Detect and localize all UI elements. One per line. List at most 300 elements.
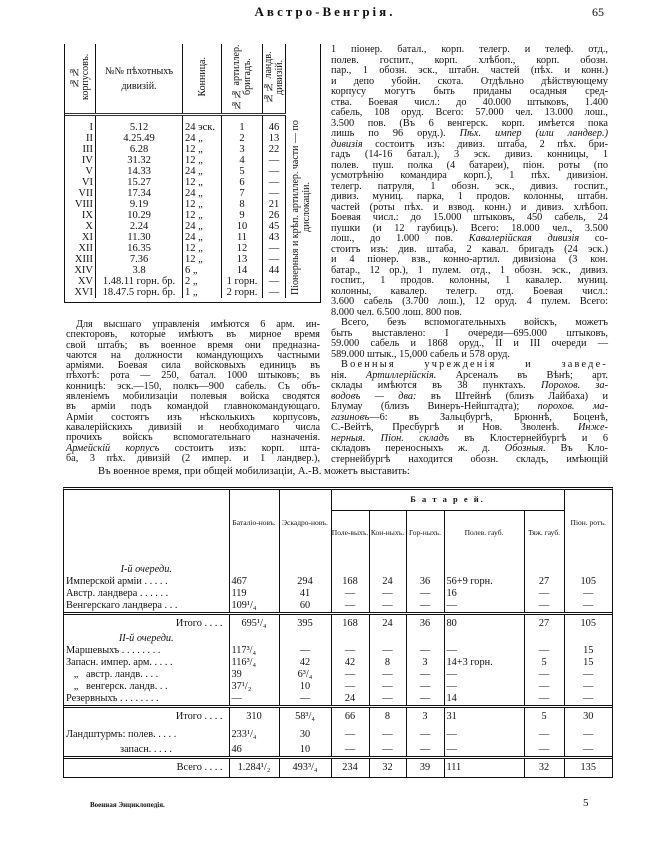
header-batteries: Б а т а р е й. — [331, 490, 564, 510]
row-label: „ австр. ландв. . . . — [66, 669, 159, 680]
cavalry: 12 „ — [183, 199, 222, 210]
text-segment: со- — [579, 233, 608, 244]
landwehr-division: — — [263, 177, 286, 188]
table-row — [64, 693, 612, 707]
landwehr-division: 43 — [263, 232, 286, 243]
value-cell: — — [369, 669, 406, 681]
value-cell: — — [279, 645, 331, 657]
side-note: Піонерныя и крѣп. артиллер. части — по дислокаціи. — [290, 120, 312, 295]
value-cell: 24 — [331, 693, 369, 707]
text-segment: 3.600 сабель (3.700 лош.), 12 оруд. 4 пулем. Всего: — [331, 296, 608, 307]
text-segment: въ Клостернейбургѣ и 6 — [449, 432, 608, 444]
text-segment: 59.000 сабель и 1868 оруд., II и III очереди — — [331, 338, 608, 349]
corps-row — [65, 115, 320, 134]
value-cell: 10 — [279, 681, 331, 693]
landwehr-division: — — [263, 166, 286, 177]
row-label: Ландштурмъ: полев. . . . . — [66, 729, 177, 740]
infantry-divisions: 17.34 — [96, 188, 183, 199]
value-cell: 117³/₄ — [229, 645, 279, 657]
value-cell: — — [331, 600, 369, 614]
text-segment: лишь по 96 оруд.). — [331, 128, 460, 139]
value-cell — [406, 633, 444, 645]
value-cell — [524, 554, 564, 576]
table-row — [64, 726, 612, 744]
header-infantry-divisions: №№ пѣхотныхъ дивизій. — [96, 44, 183, 115]
text-segment: явленіемъ мобилизаціи полевыя войска сводятся — [66, 391, 320, 403]
value-cell: — — [406, 600, 444, 614]
row-label: Итого . . . . — [64, 614, 229, 634]
header-corps: №№ корпусовъ. — [65, 44, 96, 115]
table-row — [64, 588, 612, 600]
infantry-divisions: 15.27 — [96, 177, 183, 188]
infantry-divisions: 4.25.49 — [96, 133, 183, 144]
row-label: Венгерскаго ландвера . . . — [66, 600, 178, 611]
italic-term: дивизія — [331, 138, 363, 150]
cavalry: 12 „ — [183, 210, 222, 221]
value-cell: 46 — [229, 744, 279, 758]
value-cell: — — [406, 669, 444, 681]
header-artillery-brigades: №№ артиллер. бригадъ. — [222, 44, 263, 115]
text-line — [66, 454, 320, 464]
text-segment: Арсеналъ въ Вѣнѣ; арт. — [436, 369, 608, 381]
value-cell — [331, 633, 369, 645]
text-segment: прочихъ войскъ вспомогательнаго назначенія. — [66, 432, 320, 444]
value-cell: 66 — [331, 707, 369, 727]
value-cell: — — [369, 693, 406, 707]
table-row — [64, 576, 612, 588]
header-heavy-howitzer: Тяж. гауб. — [524, 510, 564, 554]
header-field-howitzer: Полев. гауб. — [444, 510, 524, 554]
corps-row — [65, 276, 320, 287]
text-segment: пѣхотѣ: рота — 250, батал. 1000 штыковъ; въ — [66, 370, 320, 382]
text-segment: и 4 піонер. взв., конно-артил. дивизіона (3 кон. — [331, 254, 608, 265]
value-cell: 233¹/₄ — [229, 726, 279, 744]
text-segment: въ Штейнѣ (близъ Лайбаха) и — [416, 390, 608, 402]
value-cell: — — [524, 744, 564, 758]
value-cell: — — [524, 681, 564, 693]
value-cell — [444, 554, 524, 576]
value-cell — [406, 554, 444, 576]
value-cell: 41 — [279, 588, 331, 600]
table-row — [64, 657, 612, 669]
value-cell: 116³/₄ — [229, 657, 279, 669]
running-title: Австро-Венгрія. — [254, 4, 396, 19]
value-cell: — — [524, 726, 564, 744]
artillery-brigade: 2 — [222, 133, 263, 144]
header-cavalry: Конница. — [183, 44, 222, 115]
total-row — [64, 758, 612, 778]
infantry-divisions: 6.28 — [96, 144, 183, 155]
section-heading-row — [64, 554, 612, 576]
value-cell: 168 — [331, 576, 369, 588]
text-segment: батар., 12 ор.), 1 пулем. отд., 1 обозн. эск., дивиз. — [331, 264, 608, 276]
value-cell: — — [331, 744, 369, 758]
text-segment: гадъ (14-16 батал.), 3 эск. дивиз. конницы, 1 — [331, 149, 608, 160]
row-label: Запасн. импер. арм. . . . . — [66, 657, 173, 668]
value-cell: 32 — [524, 758, 564, 778]
table-row — [64, 669, 612, 681]
value-cell: 15 — [564, 657, 612, 669]
value-cell: 1.284¹/₂ — [229, 758, 279, 778]
text-segment: Въ Кло- — [545, 443, 608, 454]
corps-row — [65, 254, 320, 265]
value-cell: 119 — [229, 588, 279, 600]
landwehr-division: 22 — [263, 144, 286, 155]
value-cell: 8 — [369, 707, 406, 727]
corps-row — [65, 133, 320, 144]
value-cell: 8 — [369, 657, 406, 669]
cavalry: 24 „ — [183, 232, 222, 243]
value-cell: 695¹/₄ — [229, 614, 279, 634]
italic-term: водовъ — два: — [331, 390, 417, 402]
value-cell: 493³/₄ — [279, 758, 331, 778]
value-cell: — — [369, 681, 406, 693]
corps-number: XII — [78, 243, 93, 254]
text-segment: колонны, кавалер. телегр. отд. Боевая числ.: — [331, 285, 608, 297]
text-segment: Боевая числ.: до 15.000 штыковъ, 450 сабель, 24 — [331, 212, 608, 223]
corps-row — [65, 243, 320, 254]
left-column-text — [66, 320, 320, 464]
value-cell: 310 — [229, 707, 279, 727]
corps-number: XIII — [74, 254, 93, 265]
footer-signature-mark: 5 — [583, 797, 589, 809]
italic-term: Кавалерійская дивизія — [468, 233, 580, 244]
cavalry: 24 „ — [183, 221, 222, 232]
table-caption: Въ военное время, при общей мобилизаціи, А.-В. можетъ выставить: — [98, 466, 410, 477]
text-segment: 1 піонер. батал., корп. телегр. и телеф. отд., — [331, 44, 608, 55]
footer-publication: Военная Энциклопедія. — [90, 801, 165, 809]
infantry-divisions: 31.32 — [96, 155, 183, 166]
value-cell: — — [369, 744, 406, 758]
artillery-brigade: 4 — [222, 155, 263, 166]
value-cell: — — [406, 726, 444, 744]
corps-row — [65, 155, 320, 166]
value-cell: 395 — [279, 614, 331, 634]
row-label: I-й очереди. — [120, 564, 172, 575]
cavalry: 12 „ — [183, 177, 222, 188]
landwehr-division: 26 — [263, 210, 286, 221]
landwehr-division: 45 — [263, 221, 286, 232]
corps-number: I — [89, 122, 93, 133]
value-cell: 105 — [564, 576, 612, 588]
artillery-brigade: 14 — [222, 265, 263, 276]
value-cell: 3 — [406, 657, 444, 669]
text-segment: Военныя учрежденія и заведе- — [341, 359, 608, 370]
text-segment: чаются на должности командующихъ частными — [66, 349, 320, 361]
value-cell — [229, 633, 279, 645]
value-cell: 60 — [279, 600, 331, 614]
text-segment: складовъ переносныхъ ж. д. — [331, 443, 505, 454]
cavalry: 12 „ — [183, 155, 222, 166]
table-row — [64, 645, 612, 657]
text-segment: Арміи состоятъ изъ нѣсколькихъ корпусовъ, — [66, 411, 320, 423]
corps-number: V — [85, 166, 93, 177]
table-row — [64, 600, 612, 614]
artillery-brigade: 1 горн. — [222, 276, 263, 287]
text-segment: лош., до 1.000 пов. — [331, 233, 469, 244]
value-cell: 56+9 горн. — [444, 576, 524, 588]
cavalry: 24 эск. — [183, 115, 222, 134]
text-segment: быть выставлено: I очереди—695.000 штыковъ, — [331, 327, 608, 339]
text-segment: 589.000 штык., 15,000 сабель и 578 оруд. — [331, 348, 510, 360]
corps-row — [65, 199, 320, 210]
value-cell — [369, 633, 406, 645]
value-cell: — — [331, 588, 369, 600]
text-segment: С.-Вейтѣ, Пресбургѣ и Нов. Зволенѣ. — [331, 422, 578, 433]
value-cell: 42 — [279, 657, 331, 669]
cavalry: 24 „ — [183, 133, 222, 144]
value-cell — [331, 554, 369, 576]
cavalry: 6 „ — [183, 265, 222, 276]
value-cell: 36 — [406, 576, 444, 588]
text-segment: 8.000 чел. 6.500 лош. 800 пов. — [331, 306, 462, 318]
artillery-brigade: 12 — [222, 243, 263, 254]
value-cell: — — [331, 645, 369, 657]
artillery-brigade: 5 — [222, 166, 263, 177]
text-segment: арміями. Боевая сила войсковыхъ единицъ въ — [66, 360, 320, 372]
corps-number: VI — [81, 177, 93, 188]
value-cell: — — [564, 600, 612, 614]
value-cell: — — [444, 726, 524, 744]
value-cell: 42 — [331, 657, 369, 669]
value-cell: — — [444, 645, 524, 657]
header-horse: Кон-ныхъ. — [369, 510, 406, 554]
infantry-divisions: 10.29 — [96, 210, 183, 221]
value-cell: 58³/₄ — [279, 707, 331, 727]
value-cell: — — [369, 588, 406, 600]
text-segment: Для высшаго управленія имѣются 6 арм. ин- — [76, 319, 320, 330]
value-cell: 105 — [564, 614, 612, 634]
value-cell: 234 — [331, 758, 369, 778]
landwehr-division: 21 — [263, 199, 286, 210]
value-cell: 24 — [369, 614, 406, 634]
landwehr-division: — — [263, 276, 286, 287]
header-blank — [64, 490, 229, 554]
table-row — [64, 681, 612, 693]
value-cell: 30 — [564, 707, 612, 727]
value-cell: — — [369, 600, 406, 614]
value-cell: 27 — [524, 576, 564, 588]
artillery-brigade: 13 — [222, 254, 263, 265]
value-cell: 14+3 горн. — [444, 657, 524, 669]
infantry-divisions: 7.36 — [96, 254, 183, 265]
landwehr-division: — — [263, 155, 286, 166]
landwehr-division: — — [263, 254, 286, 265]
value-cell: — — [564, 726, 612, 744]
value-cell: 14 — [444, 693, 524, 707]
text-segment: стернейбургѣ находится обозн. складъ, имѣющій — [331, 453, 608, 465]
value-cell — [279, 633, 331, 645]
value-cell: 16 — [444, 588, 524, 600]
value-cell: 15 — [564, 645, 612, 657]
value-cell: — — [369, 726, 406, 744]
row-label: Всего . . . . — [64, 758, 229, 778]
text-segment: корпусу могутъ быть приданы осадныя сред- — [331, 86, 608, 97]
value-cell — [279, 554, 331, 576]
value-cell: 5 — [524, 707, 564, 727]
text-segment: и депо убойн. скота. Отдѣльно дѣйствующему — [331, 75, 608, 87]
header-mountain: Гор-ныхъ. — [406, 510, 444, 554]
italic-term: Порохов. за- — [540, 380, 609, 391]
infantry-divisions: 16.35 — [96, 243, 183, 254]
row-label: Резервныхъ . . . . . . . . — [66, 693, 159, 704]
value-cell: 168 — [331, 614, 369, 634]
row-label: „ венгерск. ландв. . . — [66, 681, 168, 692]
artillery-brigade: 1 — [222, 115, 263, 134]
corps-row — [65, 265, 320, 276]
corps-row — [65, 144, 320, 155]
corps-row — [65, 221, 320, 232]
value-cell: — — [406, 693, 444, 707]
corps-number: II — [86, 133, 93, 144]
corps-number: XVI — [74, 287, 93, 298]
text-segment: сабель, 108 оруд. Всего: 57.000 чел. 13.000 лош., — [331, 107, 608, 118]
text-segment: телегр. патруля, 1 обозн. эск., дивиз. госпит., — [331, 180, 608, 192]
text-segment: частей (роты пѣх. и взвод. конн.) и дивиз. хлѣбоп. — [331, 201, 608, 213]
text-segment: полев. пуш. полка (4 батареи), піон. роты (по — [331, 159, 608, 171]
value-cell: — — [564, 681, 612, 693]
corps-number: XI — [81, 232, 93, 243]
infantry-divisions: 14.33 — [96, 166, 183, 177]
corps-number: IX — [81, 210, 93, 221]
value-cell: — — [444, 744, 524, 758]
corps-row — [65, 177, 320, 188]
italic-term: Обозныя. — [504, 443, 546, 454]
artillery-brigade: 7 — [222, 188, 263, 199]
infantry-divisions: 9.19 — [96, 199, 183, 210]
text-segment: пар., 1 обозн. эск., штабн. частей (пѣх. и конн.) — [331, 65, 608, 76]
infantry-divisions: 2.24 — [96, 221, 183, 232]
table-row — [64, 744, 612, 758]
value-cell: — — [279, 693, 331, 707]
value-cell: — — [406, 744, 444, 758]
value-cell: 80 — [444, 614, 524, 634]
value-cell: 27 — [524, 614, 564, 634]
artillery-brigade: 6 — [222, 177, 263, 188]
corps-number: XV — [77, 276, 93, 287]
cavalry: 24 „ — [183, 188, 222, 199]
value-cell: — — [524, 693, 564, 707]
corps-number: III — [82, 144, 93, 155]
row-label: II-й очереди. — [118, 633, 174, 644]
value-cell: 111 — [444, 758, 524, 778]
corps-number: VIII — [74, 199, 93, 210]
text-segment: въ арміи подъ командой главнокомандующаго. — [66, 401, 320, 413]
header-battalions: Баталіо-новъ. — [229, 490, 279, 554]
header-landwehr-divisions: №№ ландв. дивизій. — [263, 44, 286, 115]
text-segment: свой штабъ; въ военное время они предназна- — [66, 339, 320, 351]
text-segment: пушки (и 12 гаубицъ). Всего: 18.000 чел., 3.500 — [331, 222, 608, 234]
value-cell — [564, 633, 612, 645]
artillery-brigade: 9 — [222, 210, 263, 221]
value-cell — [369, 554, 406, 576]
cavalry: 12 „ — [183, 144, 222, 155]
value-cell: 32 — [369, 758, 406, 778]
text-segment: состоитъ изъ: корп. шта- — [159, 442, 320, 454]
value-cell: — — [444, 600, 524, 614]
text-segment: кавалерійскихъ дивизій и необходимаго числа — [66, 421, 320, 433]
landwehr-division: 13 — [263, 133, 286, 144]
value-cell: — — [524, 645, 564, 657]
value-cell: 109¹/₄ — [229, 600, 279, 614]
value-cell: — — [406, 645, 444, 657]
value-cell — [444, 633, 524, 645]
landwehr-division: — — [263, 287, 286, 298]
value-cell: 37¹/₂ — [229, 681, 279, 693]
cavalry: 1 „ — [183, 287, 222, 298]
text-segment: 3.500 пов. (Въ 6 венгерск. корп. имѣется пока — [331, 117, 608, 129]
value-cell: 24 — [369, 576, 406, 588]
text-segment: состоитъ изъ: дивиз. штаба, 2 пѣх. бри- — [362, 138, 608, 150]
landwehr-division: 46 — [263, 115, 286, 134]
text-segment: нія. — [331, 369, 366, 381]
text-segment: стоитъ изъ: див. штаба, 2 кавал. бригадъ (24 эск.) — [331, 243, 608, 255]
value-cell: — — [524, 588, 564, 600]
artillery-brigade: 3 — [222, 144, 263, 155]
landwehr-division: — — [263, 188, 286, 199]
corps-number: VII — [78, 188, 93, 199]
text-segment: ба, 3 пѣх. дивизій (2 импер. и 1 ландвер.), — [66, 452, 320, 464]
corps-row — [65, 287, 320, 298]
corps-row — [65, 166, 320, 177]
value-cell: — — [524, 600, 564, 614]
text-segment: спекторовъ, которые имѣютъ въ мирное время — [66, 329, 320, 341]
landwehr-division: 44 — [263, 265, 286, 276]
infantry-divisions: 5.12 — [96, 115, 183, 134]
cavalry: 2 „ — [183, 276, 222, 287]
artillery-brigade: 8 — [222, 199, 263, 210]
text-segment: дивиз. муниц. парка, 1 продов. колонны, штабн. — [331, 191, 608, 202]
value-cell — [564, 554, 612, 576]
value-cell: 294 — [279, 576, 331, 588]
artillery-brigade: 2 горн. — [222, 287, 263, 298]
value-cell: — — [524, 669, 564, 681]
text-segment: Всего, безъ вспомогательныхъ войскъ, можетъ — [341, 317, 608, 328]
text-line — [331, 455, 608, 466]
text-segment: —6: въ Зальцбургѣ, Брюннѣ, Боценѣ, — [369, 411, 608, 423]
value-cell: — — [331, 669, 369, 681]
section-heading-row — [64, 633, 612, 645]
value-cell: — — [331, 681, 369, 693]
value-cell: — — [564, 744, 612, 758]
italic-term: порохов. ма- — [537, 401, 608, 412]
value-cell: — — [564, 669, 612, 681]
corps-table — [64, 44, 321, 303]
value-cell: — — [369, 645, 406, 657]
header-pioneer: Піон. ротъ. — [564, 490, 612, 554]
value-cell: 5 — [524, 657, 564, 669]
text-segment: полев. госпит., корп. хлѣбоп., корп. обозн. — [331, 54, 608, 66]
row-label: Итого . . . . — [64, 707, 229, 727]
value-cell: 135 — [564, 758, 612, 778]
corps-number: XIV — [74, 265, 93, 276]
italic-term: Артиллерійскія. — [365, 369, 437, 381]
value-cell: — — [229, 693, 279, 707]
artillery-brigade: 11 — [222, 232, 263, 243]
total-row — [64, 614, 612, 634]
cavalry: 12 „ — [183, 243, 222, 254]
value-cell: 467 — [229, 576, 279, 588]
value-cell: 3 — [406, 707, 444, 727]
right-column-text — [331, 45, 608, 465]
value-cell — [524, 633, 564, 645]
corps-row — [65, 210, 320, 221]
value-cell: 10 — [279, 744, 331, 758]
infantry-divisions: 1.48.11 горн. бр. — [96, 276, 183, 287]
text-segment: Блумау (близъ Винеръ-Нейштадта); — [331, 401, 538, 412]
italic-term: Пѣх. импер (или ландвер.) — [459, 128, 608, 139]
italic-term: Армейскій корпусъ — [66, 442, 160, 454]
